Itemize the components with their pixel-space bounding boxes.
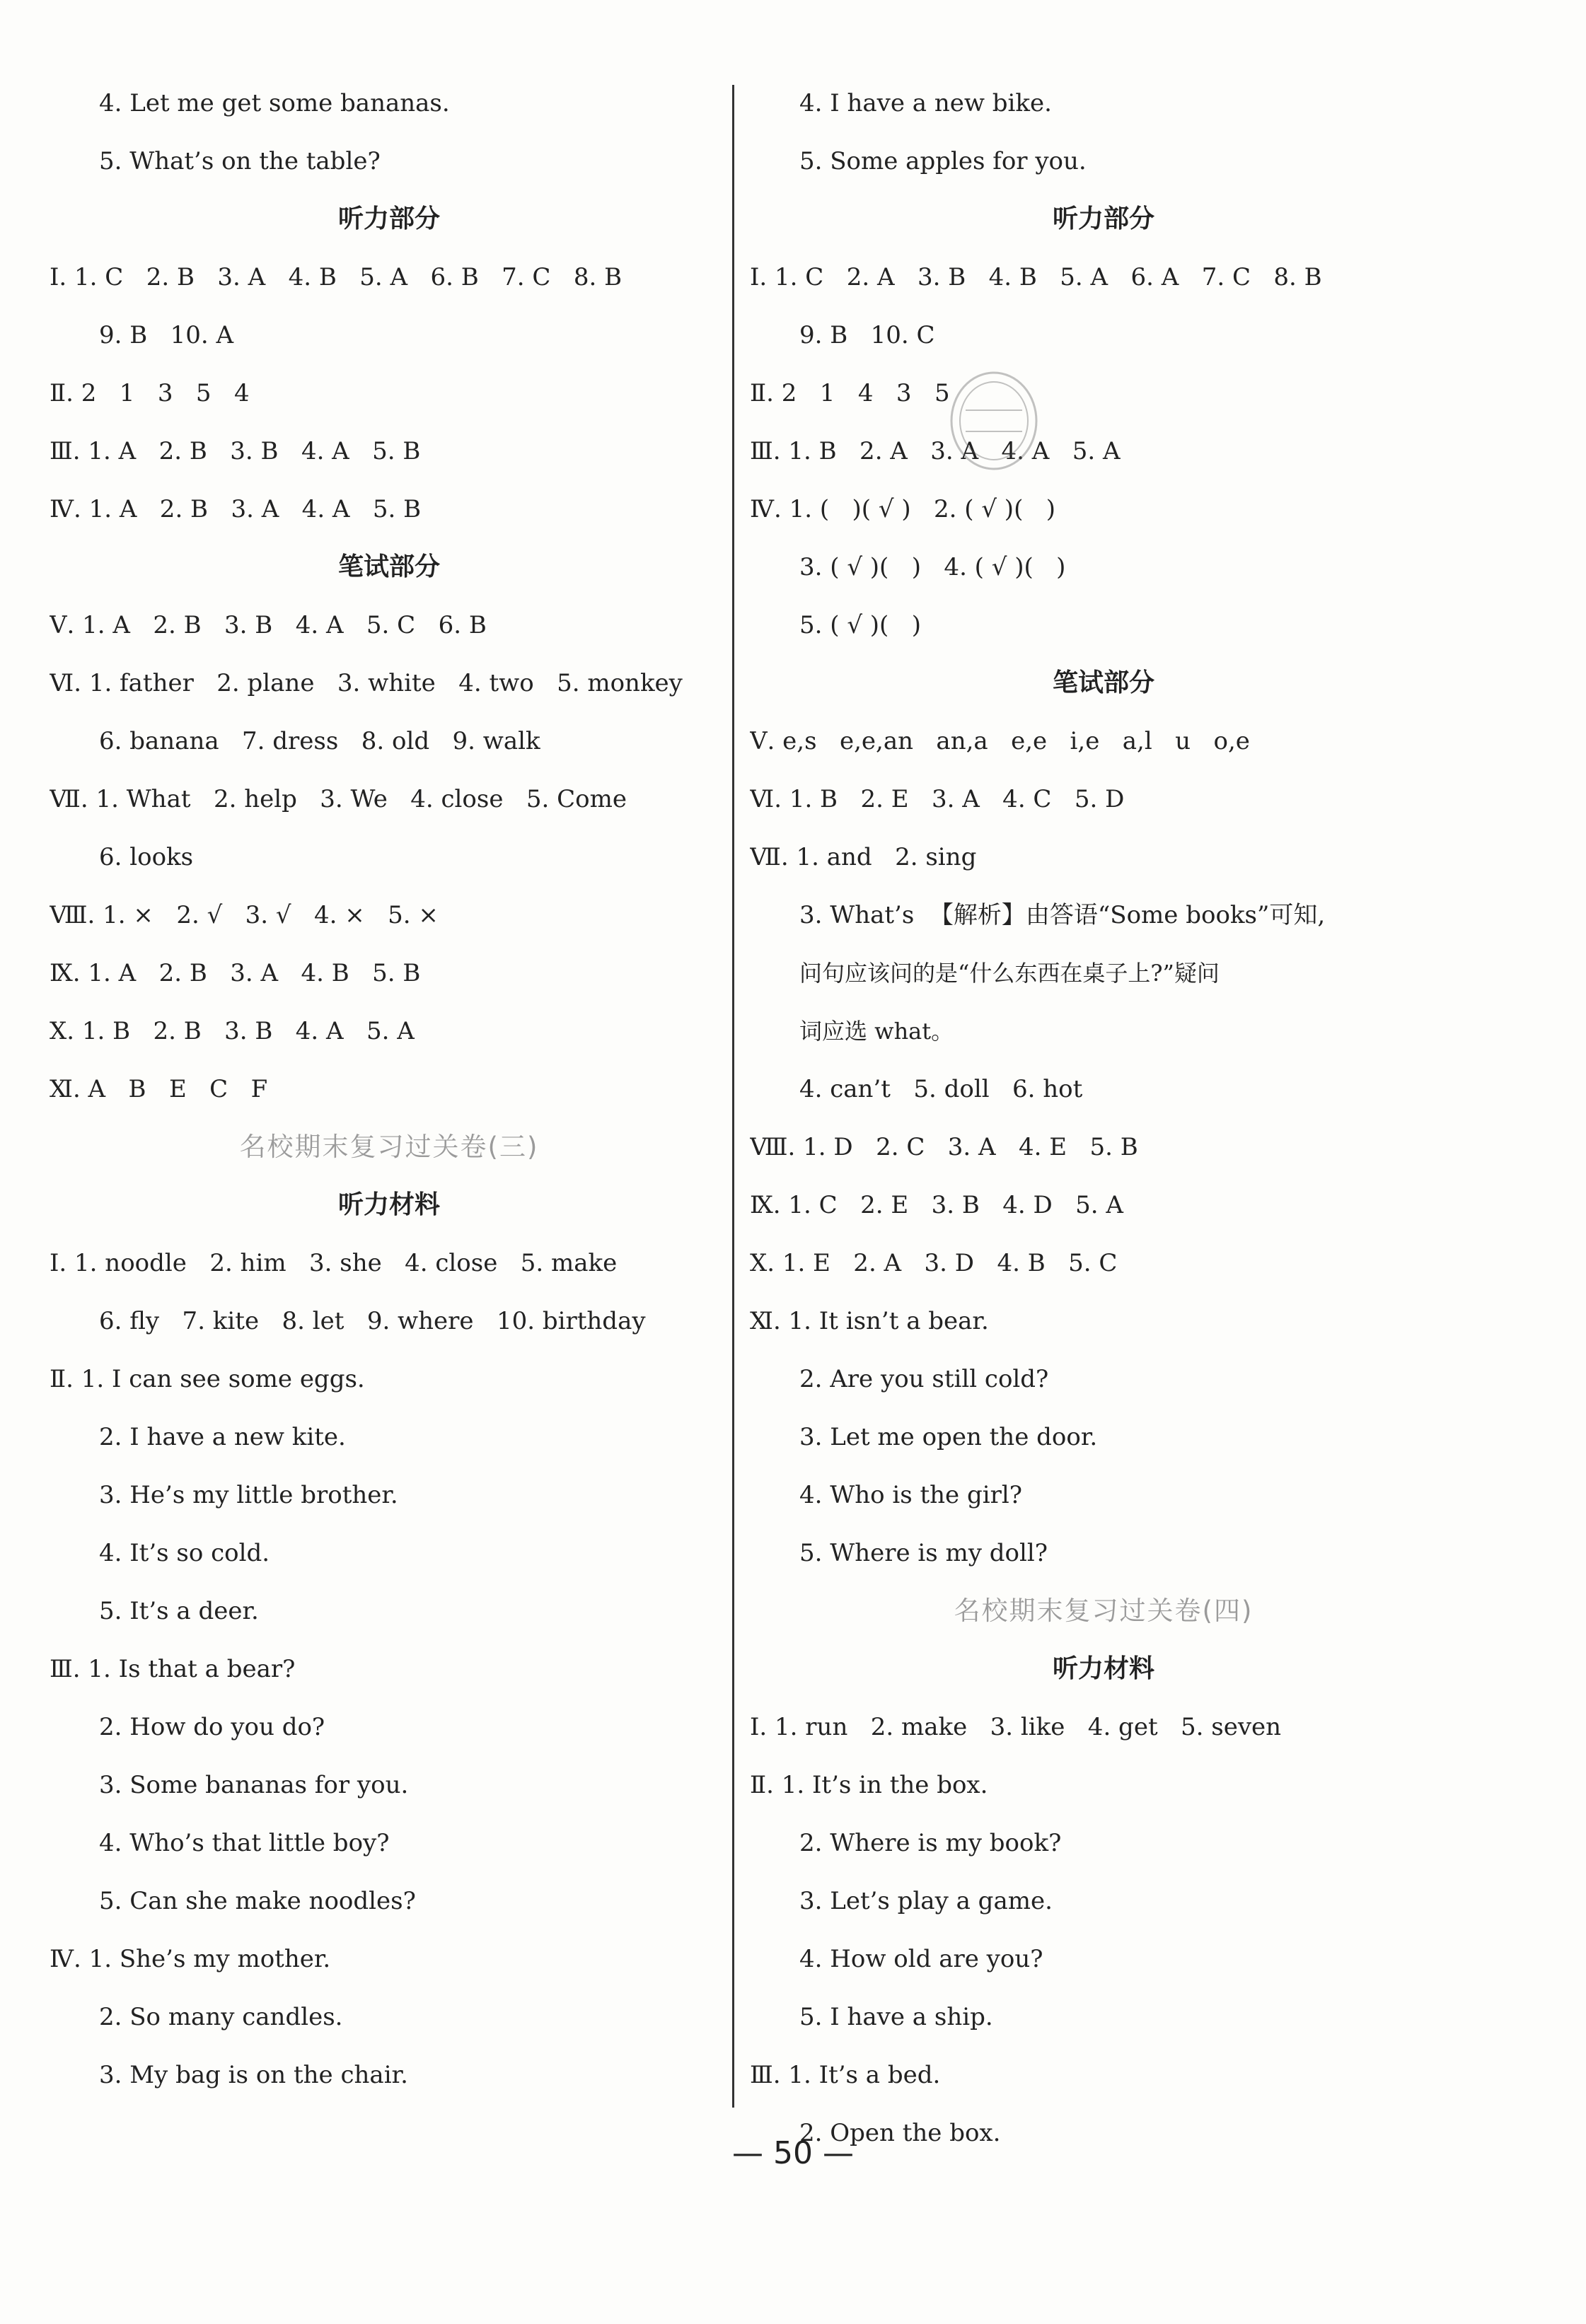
left-column [50,74,729,2104]
answer-line: 5. Where is my doll? [799,1539,1048,1567]
question-group-line: Ⅹ. 1. B 2. B 3. B 4. A 5. A [50,1017,415,1045]
question-group-line: Ⅺ. A B E C F [50,1075,268,1103]
question-group-line: Ⅷ. 1. × 2. √ 3. √ 4. × 5. × [50,901,439,929]
question-group-line: Ⅸ. 1. C 2. E 3. B 4. D 5. A [750,1191,1123,1219]
answer-line: 2. Open the box. [799,2119,1001,2147]
answer-line: 4. How old are you? [799,1945,1043,1973]
answer-line: 5. ( √ )( ) [799,611,922,639]
question-group-line: Ⅰ. 1. noodle 2. him 3. she 4. close 5. make [50,1249,618,1277]
question-group-line: Ⅱ. 1. It’s in the box. [750,1771,988,1799]
question-group-line: Ⅴ. 1. A 2. B 3. B 4. A 5. C 6. B [50,611,487,639]
question-group-line: Ⅲ. 1. Is that a bear? [50,1655,296,1683]
page-number: — 50 — [732,2135,854,2171]
question-group-line: Ⅵ. 1. B 2. E 3. A 4. C 5. D [750,785,1125,813]
section-heading: 听力部分 [1052,204,1154,233]
answer-line: 6. fly 7. kite 8. let 9. where 10. birthday [99,1307,646,1335]
answer-line: 2. Are you still cold? [799,1365,1049,1393]
answer-line: 6. looks [99,843,194,871]
exam-title: 名校期末复习过关卷(四) [954,1596,1254,1626]
answer-line: 4. Who is the girl? [799,1481,1022,1509]
question-group-line: Ⅳ. 1. A 2. B 3. A 4. A 5. B [50,495,422,523]
answer-line: 9. B 10. C [799,321,935,349]
question-group-line: Ⅲ. 1. It’s a bed. [750,2061,941,2089]
question-group-line: Ⅹ. 1. E 2. A 3. D 4. B 5. C [750,1249,1118,1277]
question-group-line: Ⅰ. 1. C 2. A 3. B 4. B 5. A 6. A 7. C 8. B [750,263,1322,291]
section-heading: 听力部分 [337,204,440,233]
section-heading: 笔试部分 [337,552,440,581]
right-column [750,74,1457,2162]
question-group-line: Ⅷ. 1. D 2. C 3. A 4. E 5. B [750,1133,1138,1161]
question-group-line: Ⅶ. 1. What 2. help 3. We 4. close 5. Come [50,785,627,813]
question-group-line: Ⅱ. 2 1 4 3 5 [750,379,950,407]
section-heading: 听力材料 [1052,1654,1154,1683]
answer-line: 2. I have a new kite. [99,1423,346,1451]
answer-line: 问句应该问的是“什么东西在桌子上?”疑问 [799,960,1220,987]
answer-line: 5. It’s a deer. [99,1597,259,1625]
question-group-line: Ⅺ. 1. It isn’t a bear. [750,1307,989,1335]
section-heading: 听力材料 [337,1190,440,1219]
question-group-line: Ⅵ. 1. father 2. plane 3. white 4. two 5. monkey [50,669,683,697]
section-heading: 笔试部分 [1052,668,1154,697]
question-group-line: Ⅰ. 1. C 2. B 3. A 4. B 5. A 6. B 7. C 8. B [50,263,623,291]
answer-line: 3. Some bananas for you. [99,1771,409,1799]
answer-line: 5. What’s on the table? [99,147,381,175]
answer-line: 4. I have a new bike. [799,89,1052,117]
exam-title: 名校期末复习过关卷(三) [239,1132,539,1162]
answer-line: 4. Who’s that little boy? [99,1829,390,1857]
answer-line: 6. banana 7. dress 8. old 9. walk [99,727,540,755]
stamp-watermark-icon [944,368,1043,474]
column-divider [732,85,734,2108]
answer-line: 5. I have a ship. [799,2003,993,2031]
answer-line: 9. B 10. A [99,321,234,349]
answer-line: 3. Let’s play a game. [799,1887,1053,1915]
answer-line: 词应选 what。 [799,1018,954,1045]
answer-line: 5. Some apples for you. [799,147,1087,175]
question-group-line: Ⅱ. 2 1 3 5 4 [50,379,250,407]
answer-line: 3. Let me open the door. [799,1423,1098,1451]
answer-line: 3. He’s my little brother. [99,1481,398,1509]
answer-line: 3. What’s 【解析】由答语“Some books”可知, [799,901,1326,929]
answer-line: 4. Let me get some bananas. [99,89,450,117]
question-group-line: Ⅰ. 1. run 2. make 3. like 4. get 5. seven [750,1713,1282,1741]
question-group-line: Ⅲ. 1. B 2. A 3. A 4. A 5. A [750,437,1121,465]
question-group-line: Ⅳ. 1. She’s my mother. [50,1945,331,1973]
question-group-line: Ⅴ. e,s e,e,an an,a e,e i,e a,l u o,e [750,727,1250,755]
answer-line: 4. It’s so cold. [99,1539,270,1567]
question-group-line: Ⅶ. 1. and 2. sing [750,843,977,871]
answer-line: 2. So many candles. [99,2003,343,2031]
answer-line: 3. My bag is on the chair. [99,2061,408,2089]
question-group-line: Ⅸ. 1. A 2. B 3. A 4. B 5. B [50,959,421,987]
question-group-line: Ⅲ. 1. A 2. B 3. B 4. A 5. B [50,437,421,465]
answer-line: 2. Where is my book? [799,1829,1062,1857]
answer-line: 3. ( √ )( ) 4. ( √ )( ) [799,553,1066,581]
answer-line: 4. can’t 5. doll 6. hot [799,1075,1083,1103]
answer-line: 2. How do you do? [99,1713,325,1741]
question-group-line: Ⅳ. 1. ( )( √ ) 2. ( √ )( ) [750,495,1056,523]
question-group-line: Ⅱ. 1. I can see some eggs. [50,1365,365,1393]
answer-line: 5. Can she make noodles? [99,1887,416,1915]
